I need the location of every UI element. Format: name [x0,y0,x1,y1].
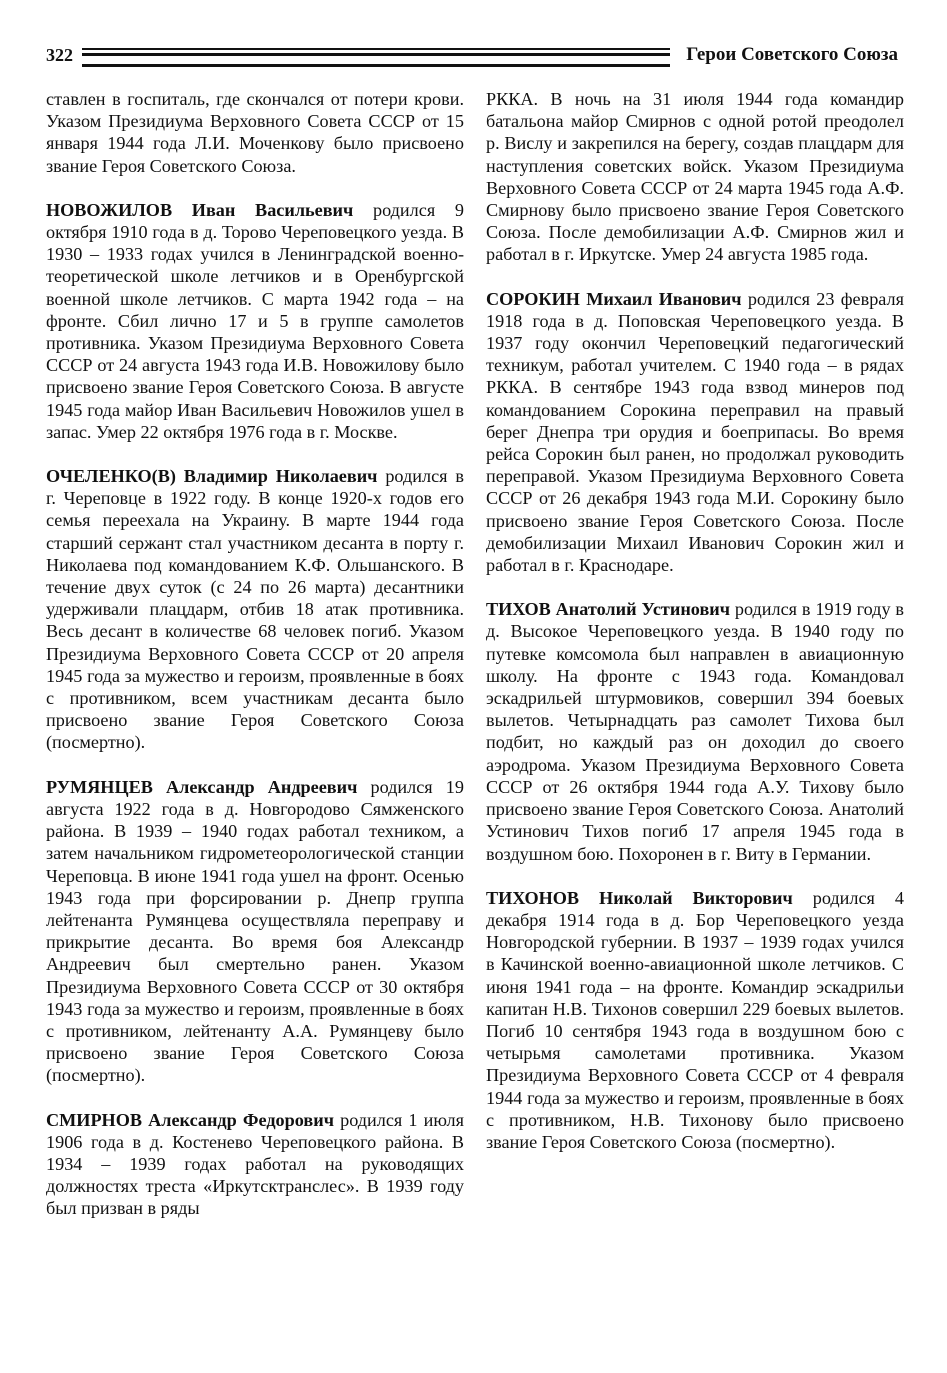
entry-paragraph [486,88,904,266]
right-column [486,88,904,1153]
header-rule [82,48,670,67]
entry-paragraph [46,88,464,177]
entry-name: СОРОКИН Михаил Иванович [486,288,742,309]
running-title: Герои Советского Союза [686,44,898,65]
entry-name: ТИХОНОВ Николай Викторович [486,887,793,908]
entry-paragraph [46,199,464,443]
entry-name: СМИРНОВ Александр Федорович [46,1109,334,1130]
entry-text: РККА. В ночь на 31 июля 1944 года командир батальона майор Смирнов с одной ротой преодолел р. Вислу и закрепился на берегу, создав плацдарм для наступления советских войск. Указом Президиума Верховного Совета СССР от 24 марта 1945 года А.Ф. Смирнову было присвоено звание Героя Советского Союза. После демобилизации А.Ф. Смирнов жил и работал в г. Иркутске. Умер 24 августа 1985 года. [486,89,904,265]
entry-paragraph [486,288,904,577]
entry-name: ОЧЕЛЕНКО(В) Владимир Николаевич [46,466,378,487]
page-number: 322 [46,45,73,65]
entry-text: родился в г. Череповце в 1922 году. В конце 1920-х годов его семья переехала на Украину. В марте 1944 года старший сержант стал участником десанта в порту г. Николаева под командованием К.Ф. Ольшанского. В течение двух суток (с 24 по 26 марта) десантники удерживали плацдарм, отбив 18 атак противника. Весь десант в количестве 68 человек погиб. Указом Президиума Верховного Совета СССР от 20 апреля 1945 года за мужество и героизм, проявленные в боях с противником, всем участникам десанта было присвоено звание Героя Советского Союза (посмертно). [46,466,464,753]
entry-paragraph [486,598,904,864]
page-header [46,40,898,70]
entry-name: ТИХОВ Анатолий Устинович [486,599,730,620]
entry-paragraph [46,1109,464,1220]
entry-paragraph [46,776,464,1087]
left-column [46,88,464,1220]
entry-text: родился 23 февраля 1918 года в д. Поповская Череповецкого уезда. В 1937 году окончил Череповецкий педагогический техникум, работал учителем. С 1940 года – в рядах РККА. В сентябре 1943 года взвод минеров под командованием Сорокина переправил на правый берег Днепра три орудия и боеприпасы. Во время рейса Сорокин был ранен, но продолжал руководить переправой. Указом Президиума Верховного Совета СССР от 26 декабря 1943 года М.И. Сорокину было присвоено звание Героя Советского Союза. После демобилизации Михаил Иванович Сорокин жил и работал в г. Краснодаре. [486,288,904,576]
entry-text: ставлен в госпиталь, где скончался от потери крови. Указом Президиума Верховного Совета СССР от 15 января 1944 года Л.И. Моченкову было присвоено звание Героя Советского Союза. [46,89,464,176]
entry-text: родился 1 июля 1906 года в д. Костенево Череповецкого района. В 1934 – 1939 годах работал на руководящих должностях треста «Иркутсктранслес». В 1939 году был призван в ряды [46,1109,464,1219]
entry-text: родился в 1919 году в д. Высокое Череповецкого уезда. В 1940 году по путевке комсомола был направлен в авиационную школу. На фронте с 1943 года. Командовал эскадрильей штурмовиков, совершил 394 боевых вылетов. Четырнадцать раз самолет Тихова был подбит, но каждый раз он доходил до своего аэродрома. Указом Президиума Верховного Совета СССР от 26 октября 1944 года А.У. Тихову было присвоено звание Героя Советского Союза. Анатолий Устинович Тихов погиб 17 апреля 1945 года в воздушном бою. Похоронен в г. Виту в Германии. [486,599,904,864]
entry-paragraph [486,887,904,1153]
entry-text: родился 19 августа 1922 года в д. Новгородово Сямженского района. В 1939 – 1940 годах работал техником, а затем начальником гидрометеорологической станции Череповца. В июне 1941 года ушел на фронт. Осенью 1943 года при форсировании р. Днепр группа лейтенанта Румянцева осуществляла переправу и прикрытие десанта. Во время боя Александр Андреевич был смертельно ранен. Указом Президиума Верховного Совета СССР от 30 октября 1943 года за мужество и героизм, проявленные в боях с противником, лейтенанту А.А. Румянцеву было присвоено звание Героя Советского Союза (посмертно). [46,776,464,1086]
entry-text: родился 9 октября 1910 года в д. Торово Череповецкого уезда. В 1930 – 1933 годах учился в Ленинградской военно-теоретической школе летчиков и в Оренбургской военной школе летчиков. С марта 1942 года – на фронте. Сбил лично 17 и 5 в группе самолетов противника. Указом Президиума Верховного Совета СССР от 24 августа 1943 года И.В. Новожилову было присвоено звание Героя Советского Союза. В августе 1945 года майор Иван Васильевич Новожилов ушел в запас. Умер 22 октября 1976 года в г. Москве. [46,199,464,442]
entry-name: РУМЯНЦЕВ Александр Андреевич [46,776,358,797]
entry-name: НОВОЖИЛОВ Иван Васильевич [46,199,354,220]
entry-text: родился 4 декабря 1914 года в д. Бор Череповецкого уезда Новгородской губернии. В 1937 – 1939 годах учился в Качинской военно-авиационной школе летчиков. С июня 1941 года – на фронте. Командир эскадрильи капитан Н.В. Тихонов совершил 229 боевых вылетов. Погиб 10 сентября 1943 года в воздушном бою с четырьмя самолетами противника. Указом Президиума Верховного Совета СССР от 4 февраля 1944 года за мужество и героизм, проявленные в боях с противником, Н.В. Тихонову было присвоено звание Героя Советского Союза (посмертно). [486,887,904,1152]
entry-paragraph [46,465,464,754]
